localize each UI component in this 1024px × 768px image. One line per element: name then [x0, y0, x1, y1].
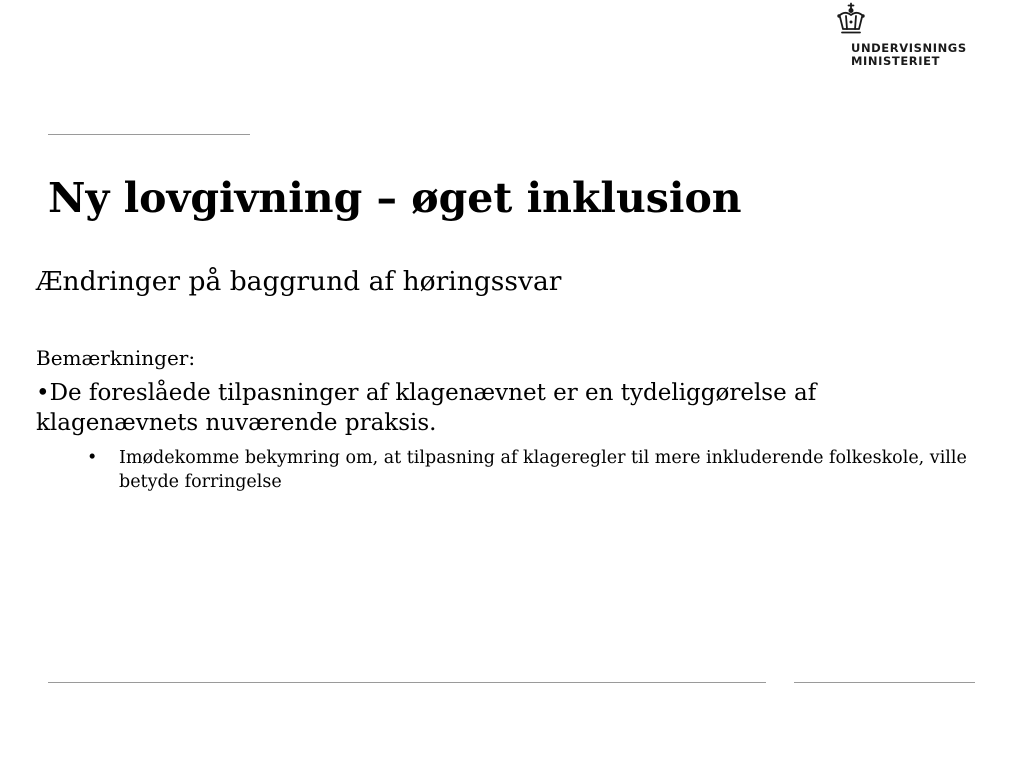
bullet-item-1: •De foreslåede tilpasninger af klagenævnet er en tydeliggørelse af klagenævnets nuværende praksis. [36, 380, 817, 436]
bottom-divider-left [48, 682, 766, 683]
bottom-divider-right [794, 682, 975, 683]
bullet-item-2-text: Imødekomme bekymring om, at tilpasning af klageregler til mere inkluderende folkeskole, ville betyde forringelse [119, 448, 967, 492]
logo-wordmark [851, 42, 967, 68]
slide-subtitle: Ændringer på baggrund af høringssvar [36, 266, 562, 297]
logo-line-2: MINISTERIET [851, 54, 941, 68]
logo-line-1: UNDERVISNINGS [851, 41, 967, 55]
top-divider [48, 134, 250, 135]
crown-icon [834, 2, 868, 36]
slide-title: Ny lovgivning – øget inklusion [48, 174, 742, 222]
ministry-logo [834, 2, 984, 72]
bullet-marker: • [87, 448, 98, 468]
bullet-item-2 [87, 446, 967, 494]
remarks-label: Bemærkninger: [36, 346, 196, 370]
